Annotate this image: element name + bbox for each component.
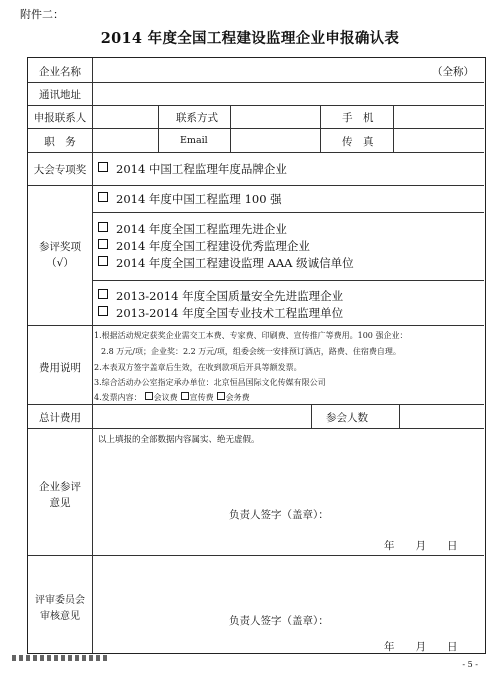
invoice-option-text: 宣传费 bbox=[189, 393, 214, 402]
company-opinion-label: 企业参评 bbox=[39, 481, 81, 493]
row-divider bbox=[28, 428, 484, 429]
column-divider bbox=[311, 404, 312, 428]
truthfulness-statement: 以上填报的全部数据内容属实、绝无虚假。 bbox=[98, 435, 260, 445]
award-option[interactable] bbox=[98, 221, 287, 237]
fax-label: 传 真 bbox=[342, 136, 374, 148]
company-opinion-label: 意见 bbox=[49, 497, 71, 509]
row-divider bbox=[28, 152, 484, 153]
checkbox-icon[interactable] bbox=[98, 289, 108, 299]
fee-line: 2.8 万元/项；企业奖：2.2 万元/项，组委会统一安排预订酒店，路费、住宿费自理。 bbox=[101, 347, 401, 356]
scan-artifact bbox=[12, 655, 107, 661]
committee-opinion-label: 审核意见 bbox=[40, 611, 80, 622]
column-divider bbox=[320, 105, 321, 152]
total-fee-label: 总计费用 bbox=[39, 412, 81, 424]
award-option[interactable] bbox=[98, 238, 310, 254]
row-divider bbox=[92, 280, 484, 281]
checkbox-icon[interactable] bbox=[98, 162, 108, 172]
award-option[interactable] bbox=[98, 191, 282, 207]
fee-line: 3.综合活动办公室指定承办单位：北京恒昌国际文化传媒有限公司 bbox=[94, 378, 326, 387]
special-award-label: 大会专项奖 bbox=[33, 164, 87, 176]
row-divider bbox=[28, 185, 484, 186]
checkbox-icon[interactable] bbox=[181, 392, 189, 400]
award-option-text: 2013-2014 年度全国质量安全先进监理企业 bbox=[116, 289, 344, 303]
checkbox-icon[interactable] bbox=[98, 306, 108, 316]
full-name-hint: （全称） bbox=[432, 66, 474, 78]
fee-line: 1.根据活动规定获奖企业需交工本费、专家费、印刷费、宣传推广等费用。100 强企业： bbox=[94, 331, 408, 340]
page-number: - 5 - bbox=[462, 660, 478, 669]
mobile-label: 手 机 bbox=[342, 112, 374, 124]
award-option-text: 2014 年度全国工程建设优秀监理企业 bbox=[116, 239, 310, 253]
awards-check-hint: （√） bbox=[46, 257, 74, 269]
checkbox-icon[interactable] bbox=[98, 256, 108, 266]
committee-date-label: 年 月 日 bbox=[384, 641, 458, 653]
declaration-form bbox=[27, 57, 486, 654]
committee-signature-label: 负责人签字（盖章）： bbox=[229, 615, 329, 627]
column-divider bbox=[393, 105, 394, 152]
award-option-text: 2013-2014 年度全国专业技术工程监理单位 bbox=[116, 306, 344, 320]
award-option[interactable] bbox=[98, 255, 354, 271]
awards-label: 参评奖项 bbox=[39, 241, 81, 253]
award-option-text: 2014 年度全国工程建设监理 AAA 级诚信单位 bbox=[116, 256, 354, 270]
row-divider bbox=[28, 404, 484, 405]
contact-method-label: 联系方式 bbox=[176, 112, 218, 124]
award-option[interactable] bbox=[98, 305, 343, 321]
invoice-content-line bbox=[94, 392, 250, 403]
company-date-label: 年 月 日 bbox=[384, 540, 458, 552]
invoice-option-text: 会议费 bbox=[153, 393, 178, 402]
fee-line: 2.本表双方签字盖章后生效，在收到款项后开具等额发票。 bbox=[94, 363, 302, 372]
attachment-label: 附件二： bbox=[20, 8, 64, 21]
checkbox-icon[interactable] bbox=[98, 239, 108, 249]
email-label: Email bbox=[180, 135, 208, 146]
row-divider bbox=[28, 82, 484, 83]
column-divider bbox=[230, 105, 231, 152]
address-label: 通讯地址 bbox=[39, 89, 81, 101]
column-divider bbox=[158, 105, 159, 152]
invoice-option-text: 会务费 bbox=[225, 393, 250, 402]
award-option-text: 2014 年度中国工程监理 100 强 bbox=[116, 192, 282, 206]
fees-label: 费用说明 bbox=[39, 362, 81, 374]
row-divider bbox=[28, 555, 484, 556]
award-option-text: 2014 年度全国工程监理先进企业 bbox=[116, 222, 287, 236]
row-divider bbox=[28, 325, 484, 326]
row-divider bbox=[92, 212, 484, 213]
column-divider bbox=[399, 404, 400, 428]
attendees-label: 参会人数 bbox=[326, 412, 368, 424]
committee-opinion-label: 评审委员会 bbox=[35, 595, 85, 606]
position-label: 职 务 bbox=[44, 136, 76, 148]
checkbox-icon[interactable] bbox=[98, 222, 108, 232]
special-award-option[interactable] bbox=[98, 161, 287, 177]
special-award-text: 2014 中国工程监理年度品牌企业 bbox=[116, 162, 287, 176]
award-option[interactable] bbox=[98, 288, 343, 304]
contact-person-label: 申报联系人 bbox=[33, 112, 87, 124]
company-signature-label: 负责人签字（盖章）： bbox=[229, 509, 329, 521]
company-name-label: 企业名称 bbox=[39, 66, 81, 78]
checkbox-icon[interactable] bbox=[217, 392, 225, 400]
checkbox-icon[interactable] bbox=[98, 192, 108, 202]
form-title: 2014 年度全国工程建设监理企业申报确认表 bbox=[100, 30, 400, 47]
row-divider bbox=[28, 128, 484, 129]
column-divider bbox=[92, 58, 93, 653]
invoice-content-label: 4.发票内容： bbox=[94, 393, 142, 402]
row-divider bbox=[28, 105, 484, 106]
checkbox-icon[interactable] bbox=[145, 392, 153, 400]
